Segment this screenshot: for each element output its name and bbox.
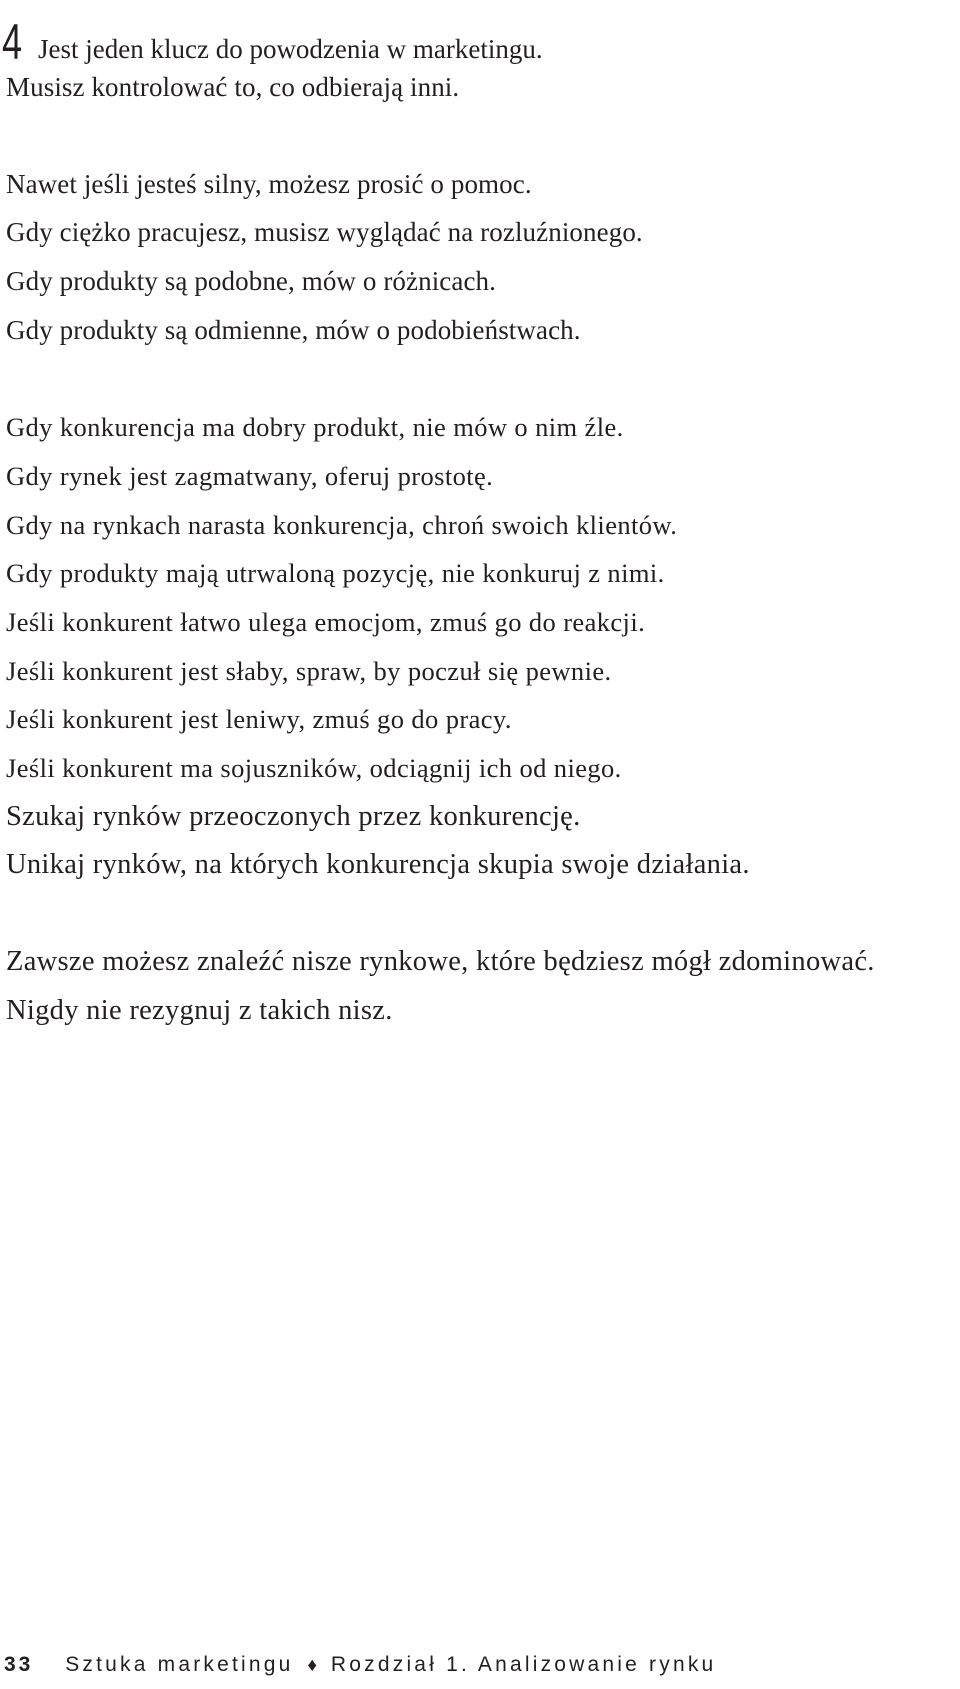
- book-title: Sztuka marketingu: [65, 1653, 294, 1676]
- chapter-title: Rozdział 1. Analizowanie rynku: [330, 1653, 717, 1676]
- text-line: Zawsze możesz znaleźć nisze rynkowe, które będziesz mógł zdominować.: [6, 946, 875, 977]
- section-number: 4: [2, 14, 23, 70]
- text-line: Gdy produkty mają utrwaloną pozycję, nie konkuruj z nimi.: [6, 558, 665, 588]
- text-line: Gdy ciężko pracujesz, musisz wyglądać na rozluźnionego.: [6, 217, 643, 247]
- page-footer: [4, 1652, 716, 1679]
- text-line: Jeśli konkurent jest słaby, spraw, by poczuł się pewnie.: [6, 656, 612, 686]
- text-line: Szukaj rynków przeoczonych przez konkurencję.: [6, 801, 581, 832]
- text-line: Jeśli konkurent ma sojuszników, odciągnij ich od niego.: [6, 753, 622, 783]
- text-line: Jeśli konkurent łatwo ulega emocjom, zmuś go do reakcji.: [6, 607, 646, 637]
- text-line: Jeśli konkurent jest leniwy, zmuś go do pracy.: [6, 704, 512, 734]
- text-line: Gdy produkty są podobne, mów o różnicach.: [6, 266, 496, 296]
- text-line: Gdy na rynkach narasta konkurencja, chroń swoich klientów.: [6, 510, 678, 540]
- text-line: Gdy rynek jest zagmatwany, oferuj prostotę.: [6, 461, 494, 491]
- diamond-icon: ♦: [307, 1655, 318, 1676]
- page-number: 33: [4, 1653, 34, 1676]
- text-line: Unikaj rynków, na których konkurencja skupia swoje działania.: [6, 849, 750, 880]
- text-line: Musisz kontrolować to, co odbierają inni.: [6, 72, 460, 102]
- text-line: Gdy produkty są odmienne, mów o podobieństwach.: [6, 315, 581, 345]
- text-line: Jest jeden klucz do powodzenia w marketingu.: [38, 34, 543, 64]
- text-line: Nigdy nie rezygnuj z takich nisz.: [6, 995, 393, 1026]
- text-line: Nawet jeśli jesteś silny, możesz prosić o pomoc.: [6, 169, 532, 199]
- text-line: Gdy konkurencja ma dobry produkt, nie mów o nim źle.: [6, 412, 624, 442]
